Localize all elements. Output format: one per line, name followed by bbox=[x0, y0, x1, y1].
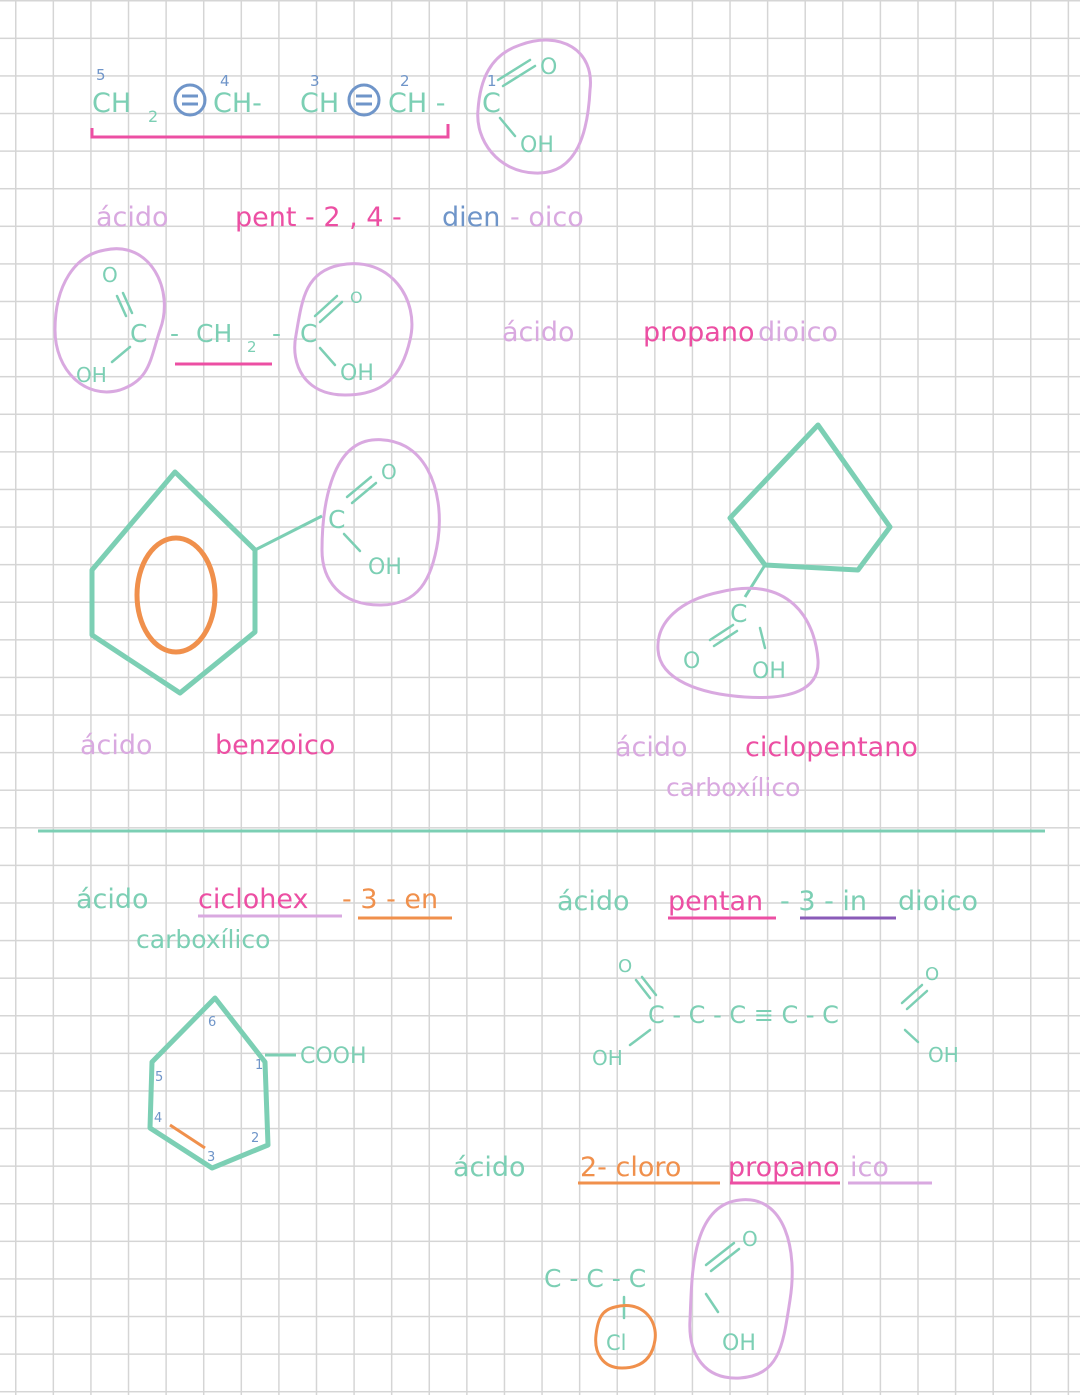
ch2-subscript: 2 bbox=[247, 338, 257, 356]
name-sub: carboxílico bbox=[666, 773, 801, 802]
left-hydroxyl: OH bbox=[76, 363, 107, 387]
left-hydroxyl: OH bbox=[592, 1046, 623, 1070]
carbonyl-oxygen: O bbox=[540, 55, 558, 80]
name-propanedioic-acid bbox=[502, 317, 838, 348]
bond-dash-1: - bbox=[170, 319, 180, 348]
left-carbonyl-oxygen: O bbox=[618, 956, 633, 977]
name-dien: dien bbox=[442, 202, 501, 233]
name-suffix: dioico bbox=[898, 886, 979, 917]
ring-number-1: 1 bbox=[255, 1058, 264, 1073]
right-carbonyl-oxygen: O bbox=[350, 288, 363, 307]
ring-number-4: 4 bbox=[154, 1111, 163, 1126]
ring-number-3: 3 bbox=[207, 1150, 216, 1165]
double-bond-marker-2 bbox=[349, 85, 379, 115]
structure-pentynedioic-acid bbox=[592, 956, 959, 1070]
ch-group-3: CH bbox=[300, 88, 340, 119]
aromatic-ring-circle bbox=[137, 538, 215, 652]
double-bond-marker-1 bbox=[175, 85, 205, 115]
main-chain-bracket bbox=[92, 124, 448, 137]
ch2-group: CH bbox=[196, 319, 233, 348]
acid-word: ácido bbox=[615, 732, 688, 763]
structure-propanedioic-acid bbox=[55, 249, 412, 395]
acid-word: ácido bbox=[557, 886, 630, 917]
name-pentynedioic-acid bbox=[557, 886, 978, 918]
ring-carboxyl-bond bbox=[745, 565, 765, 597]
carbonyl-oxygen: O bbox=[683, 649, 701, 674]
name-cyclohexenecarboxylic-acid bbox=[76, 884, 452, 954]
name-mid: - 3 - en bbox=[342, 884, 439, 915]
right-hydroxyl: OH bbox=[928, 1043, 959, 1067]
carboxyl-carbon: C bbox=[328, 505, 346, 534]
carboxyl-carbon: C bbox=[730, 599, 748, 628]
chlorine-atom: Cl bbox=[606, 1331, 627, 1355]
acid-word: ácido bbox=[96, 202, 169, 233]
hydroxyl-group: OH bbox=[722, 1331, 756, 1356]
ring-number-2: 2 bbox=[251, 1131, 260, 1146]
structure-benzoic-acid bbox=[92, 440, 439, 693]
structure-cyclopentanecarboxylic-acid bbox=[658, 425, 890, 698]
right-hydroxyl: OH bbox=[340, 361, 374, 386]
cooh-group: COOH bbox=[300, 1044, 367, 1069]
ch2-subscript: 2 bbox=[148, 107, 159, 126]
name-main: pentan bbox=[668, 886, 764, 917]
ch2-group: CH bbox=[92, 88, 132, 119]
name-mid: - 3 - in bbox=[780, 886, 868, 917]
name-main: ciclohex bbox=[198, 884, 309, 915]
acid-word: ácido bbox=[80, 730, 153, 761]
carbon-number-5: 5 bbox=[96, 66, 106, 84]
name-suffix: - oico bbox=[510, 202, 584, 233]
ring-number-6: 6 bbox=[208, 1015, 217, 1030]
carbon-chain: C - C - C bbox=[544, 1264, 647, 1293]
name-cyclopentanecarboxylic-acid bbox=[615, 732, 918, 802]
ring-number-5: 5 bbox=[155, 1070, 164, 1085]
name-main: benzoico bbox=[215, 730, 336, 761]
hydroxyl-group: OH bbox=[752, 659, 786, 684]
name-benzoic-acid bbox=[80, 730, 335, 761]
ch-group-2: CH - bbox=[388, 88, 446, 119]
name-suffix: ico bbox=[850, 1152, 889, 1183]
hydroxyl-group: OH bbox=[368, 555, 402, 580]
structure-chloropropanoic-acid bbox=[544, 1200, 792, 1378]
bond-dash-2: - bbox=[272, 319, 282, 348]
acid-word: ácido bbox=[453, 1152, 526, 1183]
acid-word: ácido bbox=[76, 884, 149, 915]
carbon-chain: C - C - C ≡ C - C bbox=[648, 1001, 839, 1029]
carbon-number-4: 4 bbox=[220, 72, 230, 90]
carbon-number-2: 2 bbox=[400, 72, 410, 90]
name-prefix: pent - 2 , 4 - bbox=[235, 202, 402, 233]
carboxyl-carbon: C bbox=[482, 88, 501, 119]
carbonyl-oxygen: O bbox=[742, 1227, 758, 1251]
name-main: propano bbox=[728, 1152, 840, 1183]
ch-group-4: CH- bbox=[213, 88, 262, 119]
cyclopentane-ring bbox=[730, 425, 890, 570]
name-chloropropanoic-acid bbox=[453, 1152, 932, 1183]
ring-carboxyl-bond bbox=[255, 516, 322, 550]
name-sub: carboxílico bbox=[136, 925, 271, 954]
structure-pentadienoic-acid bbox=[92, 40, 590, 173]
hydroxyl-group: OH bbox=[520, 133, 554, 158]
name-main: ciclopentano bbox=[745, 732, 918, 763]
left-carbonyl-oxygen: O bbox=[102, 263, 118, 287]
structure-cyclohexenecarboxylic-acid bbox=[150, 998, 367, 1168]
carbon-number-1: 1 bbox=[487, 72, 497, 90]
right-carbonyl-oxygen: O bbox=[925, 964, 940, 985]
name-cloro: 2- cloro bbox=[580, 1152, 682, 1183]
benzene-ring bbox=[92, 472, 255, 693]
acid-word: ácido bbox=[502, 317, 575, 348]
left-carboxyl-carbon: C bbox=[130, 319, 148, 348]
carbon-number-3: 3 bbox=[310, 72, 320, 90]
name-pentadienoic-acid bbox=[96, 202, 584, 233]
name-main: propano bbox=[643, 317, 755, 348]
carbonyl-oxygen: O bbox=[381, 460, 397, 484]
name-suffix: dioico bbox=[758, 317, 839, 348]
right-carboxyl-carbon: C bbox=[300, 319, 318, 348]
